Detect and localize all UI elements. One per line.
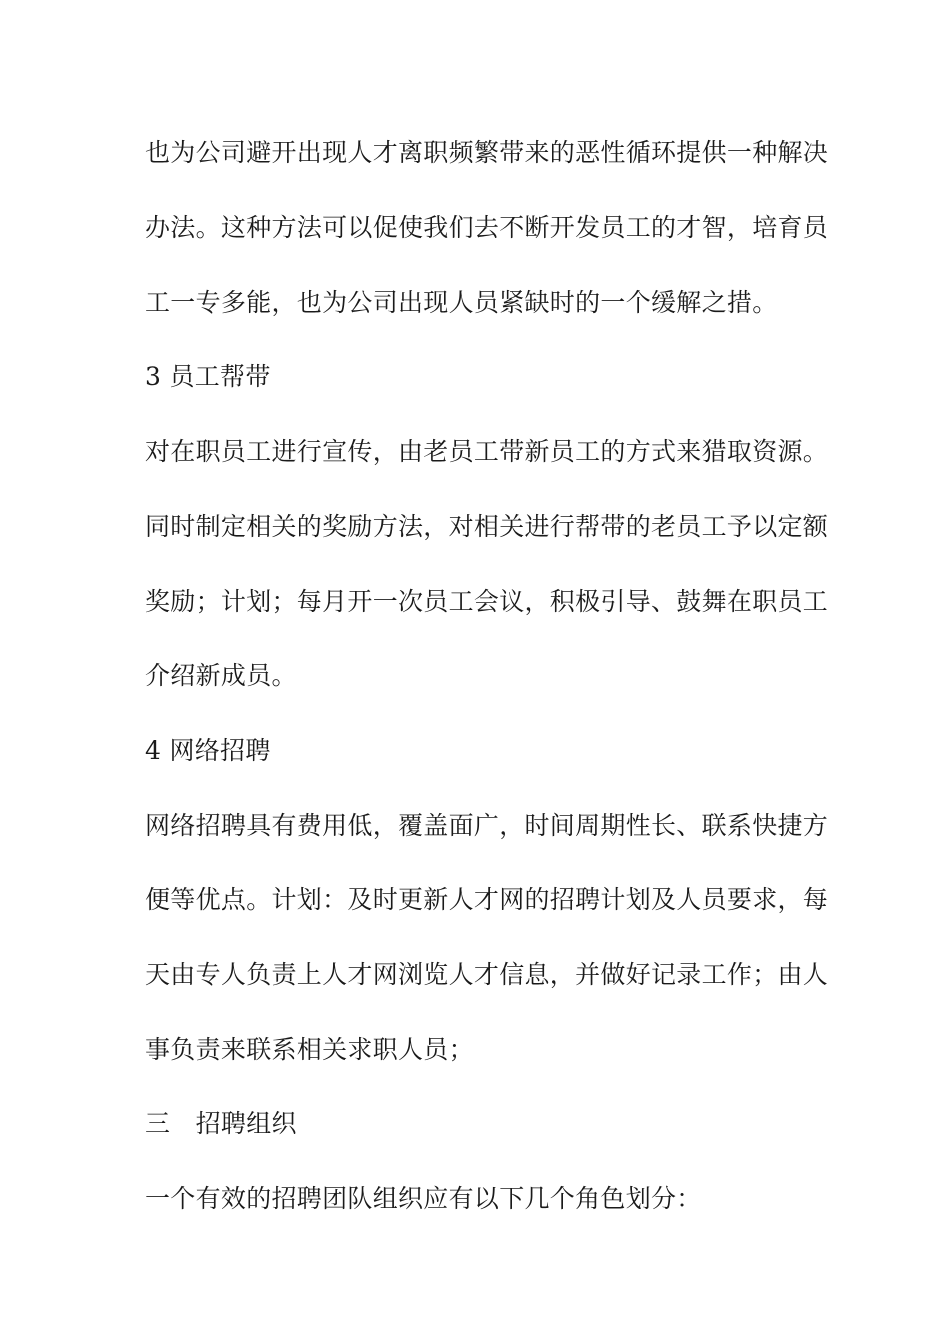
paragraph-line: 办法。这种方法可以促使我们去不断开发员工的才智，培育员 [145, 213, 829, 242]
paragraph-line: 同时制定相关的奖励方法，对相关进行帮带的老员工予以定额 [145, 512, 829, 541]
paragraph-line: 也为公司避开出现人才离职频繁带来的恶性循环提供一种解决 [145, 138, 829, 167]
paragraph-line: 一个有效的招聘团队组织应有以下几个角色划分： [145, 1184, 702, 1213]
paragraph-line: 工一专多能，也为公司出现人员紧缺时的一个缓解之措。 [145, 288, 778, 317]
section-heading: 三 招聘组织 [145, 1109, 297, 1138]
paragraph-line: 对在职员工进行宣传，由老员工带新员工的方式来猎取资源。 [145, 437, 829, 466]
paragraph-line: 介绍新成员。 [145, 661, 297, 690]
paragraph-line: 天由专人负责上人才网浏览人才信息，并做好记录工作；由人 [145, 960, 829, 989]
paragraph-line: 网络招聘具有费用低，覆盖面广，时间周期性长、联系快捷方 [145, 811, 829, 840]
paragraph-line: 奖励；计划；每月开一次员工会议，积极引导、鼓舞在职员工 [145, 587, 829, 616]
paragraph-line: 便等优点。计划：及时更新人才网的招聘计划及人员要求，每 [145, 885, 829, 914]
section-heading: 4 网络招聘 [145, 736, 271, 765]
section-heading: 3 员工帮带 [145, 362, 271, 391]
paragraph-line: 事负责来联系相关求职人员； [145, 1035, 474, 1064]
